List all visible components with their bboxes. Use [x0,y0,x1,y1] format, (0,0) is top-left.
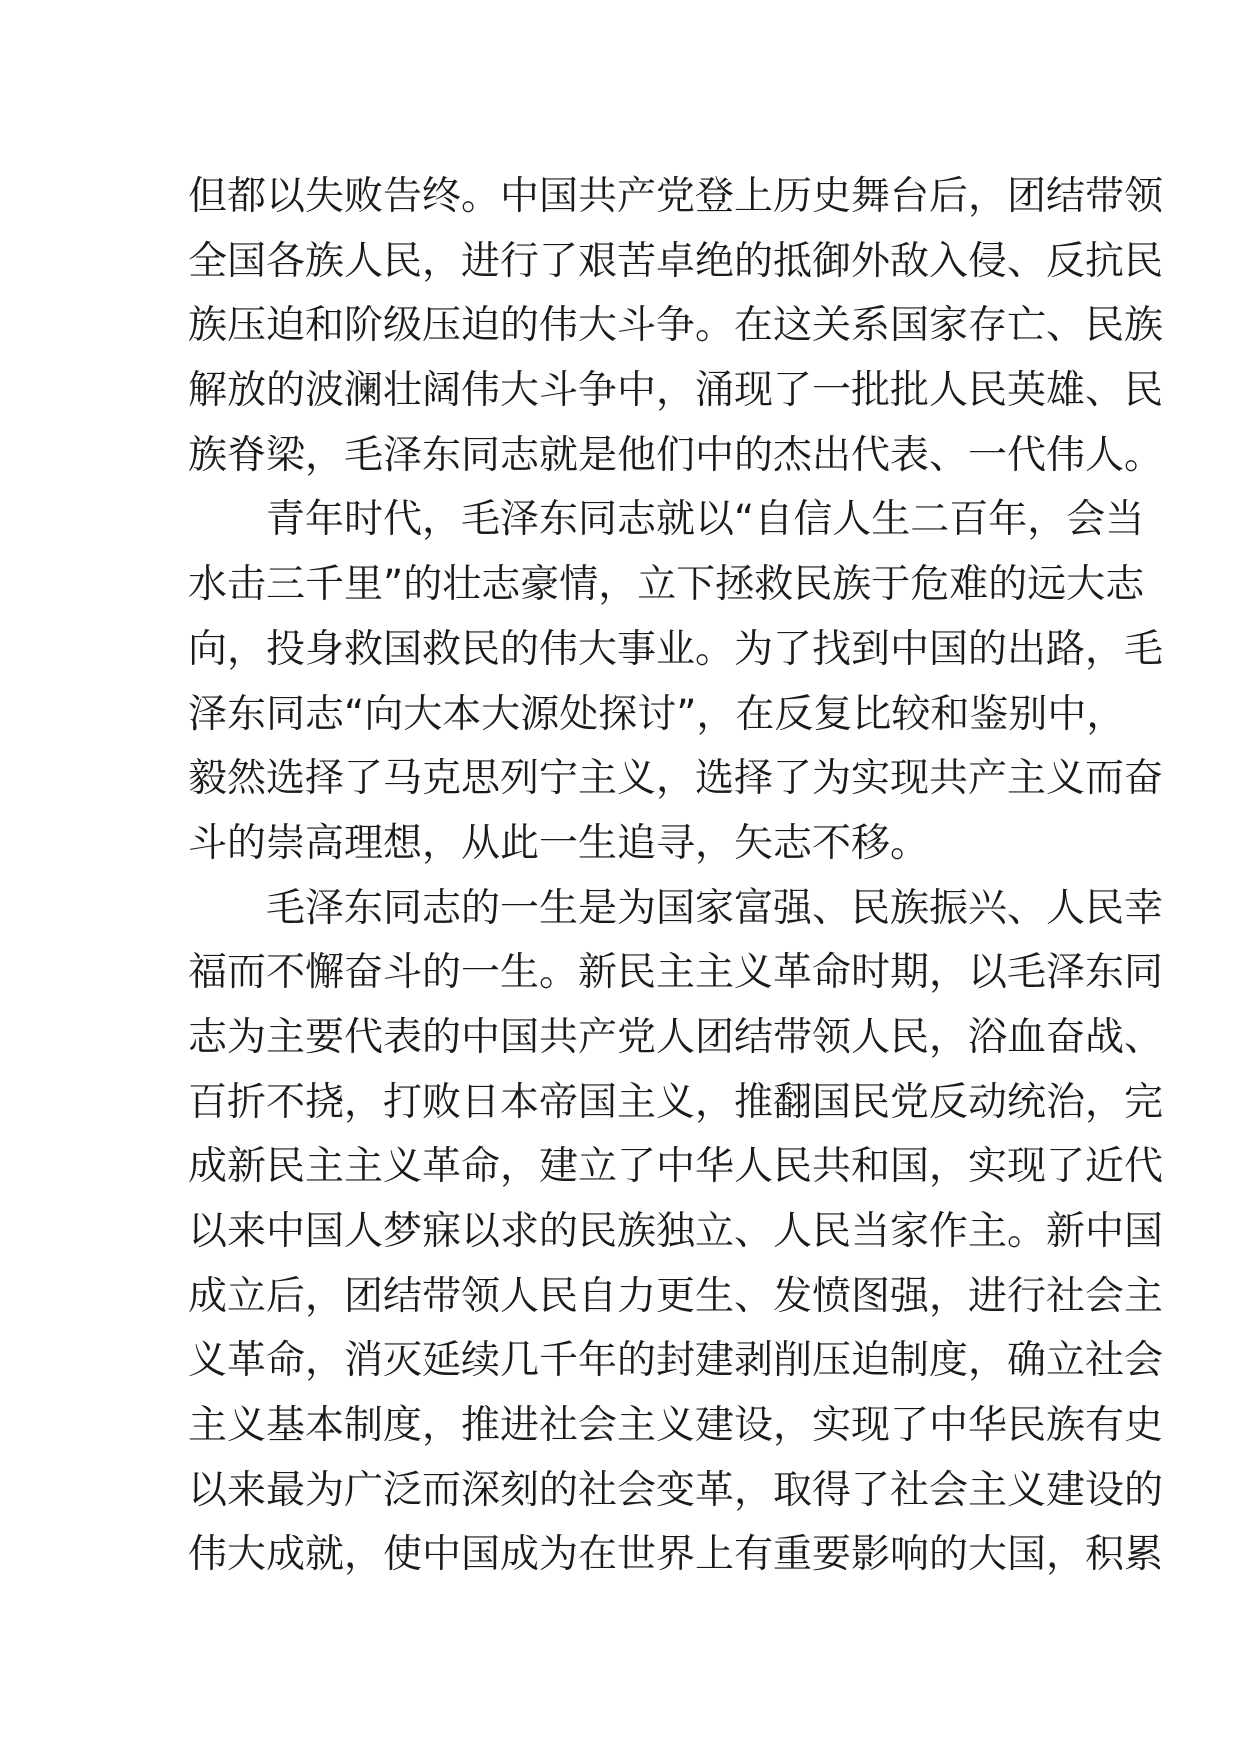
text-line: 伟大成就，使中国成为在世界上有重要影响的大国，积累 [188,1532,1164,1578]
text-line: 毅然选择了马克思列宁主义，选择了为实现共产主义而奋 [188,756,1164,802]
text-line: 但都以失败告终。中国共产党登上历史舞台后，团结带领 [188,174,1164,219]
text-line: 解放的波澜壮阔伟大斗争中，涌现了一批批人民英雄、民 [188,368,1164,414]
text-line: 泽东同志“向大本大源处探讨”，在反复比较和鉴别中， [188,691,1126,737]
paragraph-first-line: 毛泽东同志的一生是为国家富强、民族振兴、人民幸 [266,885,1164,931]
text-line: 以来中国人梦寐以求的民族独立、人民当家作主。新中国 [188,1209,1164,1254]
text-line: 向，投身救国救民的伟大事业。为了找到中国的出路，毛 [188,626,1164,672]
text-line: 族压迫和阶级压迫的伟大斗争。在这关系国家存亡、民族 [188,303,1164,349]
text-line: 志为主要代表的中国共产党人团结带领人民，浴血奋战、 [188,1014,1164,1060]
text-line: 成新民主主义革命，建立了中华人民共和国，实现了近代 [188,1144,1164,1190]
text-line: 百折不挠，打败日本帝国主义，推翻国民党反动统治，完 [188,1079,1164,1125]
text-line: 以来最为广泛而深刻的社会变革，取得了社会主义建设的 [188,1467,1164,1513]
text-line: 族脊梁，毛泽东同志就是他们中的杰出代表、一代伟人。 [188,432,1164,478]
text-line: 主义基本制度，推进社会主义建设，实现了中华民族有史 [188,1403,1164,1449]
body-text [188,165,1164,1588]
text-line: 全国各族人民，进行了艰苦卓绝的抵御外敌入侵、反抗民 [188,238,1164,284]
text-line: 成立后，团结带领人民自力更生、发愤图强，进行社会主 [188,1273,1164,1319]
paragraph-first-line: 青年时代，毛泽东同志就以“自信人生二百年，会当 [266,497,1145,543]
text-line: 义革命，消灭延续几千年的封建剥削压迫制度，确立社会 [188,1338,1164,1384]
text-line: 水击三千里”的壮志豪情，立下拯救民族于危难的远大志 [188,562,1145,608]
text-line: 福而不懈奋斗的一生。新民主主义革命时期，以毛泽东同 [188,950,1164,996]
text-line: 斗的崇高理想，从此一生追寻，矢志不移。 [188,820,930,866]
